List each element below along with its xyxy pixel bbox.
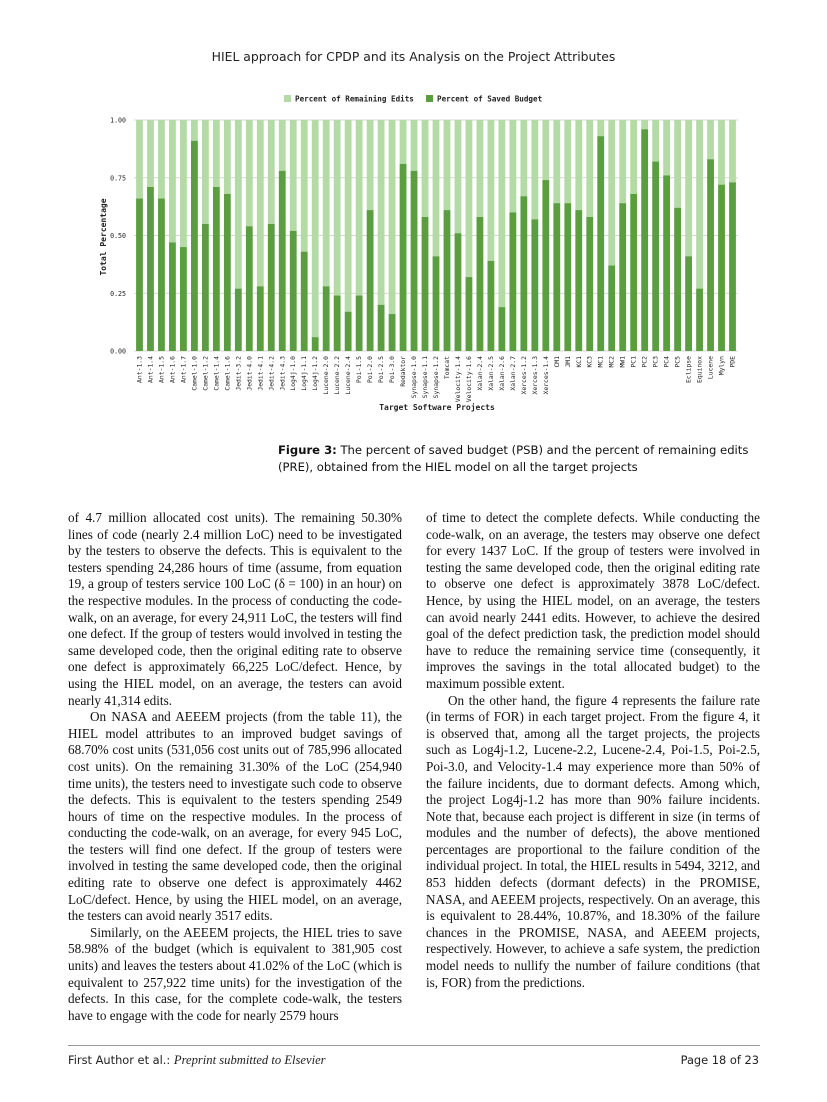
- x-tick-label: Log4j-1.2: [311, 356, 320, 391]
- x-tick-label: Camel-1.6: [223, 356, 232, 391]
- bar-remaining-edits: [411, 120, 418, 171]
- bar-saved-budget: [202, 224, 209, 351]
- x-tick-label: Mylyn: [717, 356, 726, 376]
- bar-remaining-edits: [718, 120, 725, 185]
- bar-saved-budget: [652, 162, 659, 351]
- x-tick-label: Camel-1.0: [190, 356, 199, 391]
- x-tick-label: Camel-1.2: [201, 356, 210, 391]
- x-tick-label: Velocity-1.6: [464, 355, 473, 403]
- x-tick-labels: [135, 356, 736, 402]
- x-tick-label: Xalan-2.6: [497, 355, 506, 391]
- bar-saved-budget: [630, 194, 637, 351]
- bar-saved-budget: [477, 217, 484, 351]
- x-axis-title: Target Software Projects: [379, 403, 495, 412]
- figure-label: Figure 3:: [278, 443, 337, 457]
- x-tick-label: Velocity-1.4: [453, 356, 462, 403]
- bar-saved-budget: [575, 210, 582, 351]
- bar-remaining-edits: [367, 120, 374, 210]
- bar-remaining-edits: [378, 120, 385, 305]
- x-tick-label: Xalan-2.7: [508, 356, 517, 391]
- bar-remaining-edits: [433, 120, 440, 256]
- bar-remaining-edits: [455, 120, 462, 233]
- bar-saved-budget: [718, 185, 725, 351]
- bar-remaining-edits: [202, 120, 209, 224]
- bar-remaining-edits: [477, 120, 484, 217]
- x-tick-label: Log4j-1.1: [300, 356, 309, 391]
- footer-author-text: First Author et al.:: [68, 1053, 174, 1067]
- left-paragraph-1: of 4.7 million allocated cost units). The remaining 50.30% lines of code (nearly 2.4 million LoC) need to be investigated by the testers to observe the defects. This is equivalent to the testers spending 24,286 hours of time (assume, from equation 19, a group of testers service 100 LoC (δ = 100) in an hour) on the respective modules. In the process of conducting the code-walk, on an average, for every 24,911 LoC, the testers will find one defect. If the group of testers would involved in testing the same developed code, then the original editing rate to observe one defect is approximately 66,225 LoC/defect. Hence, by using the HIEL model, on an average, the testers can avoid nearly 41,314 edits.: [68, 510, 402, 708]
- bar-saved-budget: [367, 210, 374, 351]
- bar-saved-budget: [433, 256, 440, 351]
- bar-saved-budget: [147, 187, 154, 351]
- bar-saved-budget: [213, 187, 220, 351]
- bar-saved-budget: [729, 182, 736, 351]
- bar-remaining-edits: [685, 120, 692, 256]
- bar-remaining-edits: [158, 120, 165, 199]
- bar-remaining-edits: [345, 120, 352, 312]
- bar-remaining-edits: [553, 120, 560, 203]
- bar-saved-budget: [509, 212, 516, 351]
- x-tick-label: MC1: [596, 356, 605, 368]
- x-tick-label: Ant-1.4: [146, 356, 155, 383]
- x-tick-label: Poi-2.5: [377, 356, 386, 383]
- bars: [136, 120, 736, 351]
- bar-saved-budget: [663, 175, 670, 351]
- bar-remaining-edits: [466, 120, 473, 277]
- bar-saved-budget: [158, 199, 165, 351]
- x-tick-label: KC3: [585, 356, 594, 368]
- footer-journal: Preprint submitted to Elsevier: [173, 1053, 326, 1067]
- stacked-bar-chart: [0, 0, 827, 430]
- bar-saved-budget: [444, 210, 451, 351]
- bar-saved-budget: [180, 247, 187, 351]
- x-tick-label: PC2: [640, 356, 649, 368]
- x-tick-label: Jedit-4.0: [245, 356, 254, 391]
- bar-remaining-edits: [334, 120, 341, 296]
- bar-remaining-edits: [147, 120, 154, 187]
- bar-saved-budget: [707, 159, 714, 351]
- bar-saved-budget: [301, 252, 308, 351]
- x-tick-label: Poi-2.0: [366, 356, 375, 383]
- bar-remaining-edits: [279, 120, 286, 171]
- x-tick-label: MW1: [618, 356, 627, 368]
- bar-remaining-edits: [586, 120, 593, 217]
- bar-saved-budget: [378, 305, 385, 351]
- bar-remaining-edits: [597, 120, 604, 136]
- bar-remaining-edits: [301, 120, 308, 252]
- bar-remaining-edits: [520, 120, 527, 196]
- x-tick-label: PC5: [673, 356, 682, 368]
- x-tick-label: Tomcat: [442, 356, 451, 380]
- x-tick-label: Xerces-1.2: [519, 356, 528, 395]
- bar-saved-budget: [268, 224, 275, 351]
- bar-remaining-edits: [290, 120, 297, 231]
- bar-saved-budget: [685, 256, 692, 351]
- bar-saved-budget: [488, 261, 495, 351]
- bar-remaining-edits: [542, 120, 549, 180]
- bar-remaining-edits: [641, 120, 648, 129]
- x-tick-label: KC1: [574, 356, 583, 368]
- x-tick-label: Poi-1.5: [355, 356, 364, 383]
- bar-remaining-edits: [180, 120, 187, 247]
- bar-saved-budget: [334, 296, 341, 351]
- x-tick-label: Equinox: [695, 356, 704, 383]
- x-tick-label: PDE: [728, 356, 737, 368]
- x-tick-label: Redaktor: [399, 356, 408, 387]
- bar-remaining-edits: [674, 120, 681, 208]
- bar-remaining-edits: [619, 120, 626, 203]
- footer-rule: [68, 1045, 760, 1046]
- x-tick-label: PC4: [662, 356, 671, 368]
- bar-saved-budget: [312, 337, 319, 351]
- y-tick-label: 0.00: [110, 347, 126, 356]
- x-tick-label: Lucene-2.0: [322, 356, 331, 395]
- bar-saved-budget: [169, 242, 176, 351]
- bar-saved-budget: [422, 217, 429, 351]
- x-tick-label: Synapse-1.1: [421, 356, 430, 399]
- y-tick-label: 1.00: [110, 116, 126, 125]
- bar-saved-budget: [608, 266, 615, 351]
- x-tick-label: Log4j-1.0: [289, 356, 298, 391]
- bar-saved-budget: [696, 289, 703, 351]
- x-tick-label: Poi-3.0: [388, 356, 397, 383]
- x-tick-label: Ant-1.3: [135, 356, 144, 383]
- x-tick-label: Ant-1.6: [168, 356, 177, 383]
- x-tick-label: Jedit-3.2: [234, 356, 243, 391]
- x-tick-label: Xalan-2.5: [486, 355, 495, 391]
- bar-remaining-edits: [663, 120, 670, 175]
- x-tick-label: Lucene-2.4: [344, 356, 353, 395]
- bar-saved-budget: [542, 180, 549, 351]
- bar-saved-budget: [136, 199, 143, 351]
- bar-remaining-edits: [213, 120, 220, 187]
- bar-remaining-edits: [257, 120, 264, 286]
- bar-saved-budget: [400, 164, 407, 351]
- bar-remaining-edits: [444, 120, 451, 210]
- x-tick-label: PC3: [651, 356, 660, 368]
- x-tick-label: Ant-1.5: [157, 356, 166, 383]
- x-tick-label: Jedit-4.1: [256, 356, 265, 391]
- x-tick-label: Jedit-4.2: [267, 356, 276, 391]
- y-tick-label: 0.25: [110, 289, 126, 298]
- bar-saved-budget: [224, 194, 231, 351]
- right-column: [426, 510, 760, 991]
- bar-saved-budget: [498, 307, 505, 351]
- footer-author: [68, 1053, 326, 1068]
- x-tick-label: Lucene-2.2: [333, 356, 342, 395]
- left-column: [68, 510, 402, 1024]
- x-tick-label: Lucene: [706, 356, 715, 380]
- bar-saved-budget: [674, 208, 681, 351]
- bar-saved-budget: [191, 141, 198, 351]
- y-tick-label: 0.50: [110, 232, 126, 240]
- bar-saved-budget: [411, 171, 418, 351]
- figure-caption-text: The percent of saved budget (PSB) and the percent of remaining edits (PRE), obtained from the HIEL model on all the target projects: [278, 443, 749, 474]
- bar-saved-budget: [389, 314, 396, 351]
- x-tick-label: CM1: [552, 356, 561, 368]
- bar-saved-budget: [597, 136, 604, 351]
- footer-page-number: Page 18 of 23: [680, 1053, 759, 1067]
- bar-saved-budget: [279, 171, 286, 351]
- bar-remaining-edits: [608, 120, 615, 266]
- bar-remaining-edits: [707, 120, 714, 159]
- bar-remaining-edits: [400, 120, 407, 164]
- bar-remaining-edits: [422, 120, 429, 217]
- bar-remaining-edits: [246, 120, 253, 226]
- y-tick-label: 0.75: [110, 174, 126, 183]
- bar-saved-budget: [235, 289, 242, 351]
- x-tick-label: Xerces-1.3: [530, 356, 539, 395]
- x-tick-label: Xerces-1.4: [541, 356, 550, 395]
- x-tick-label: Xalan-2.4: [475, 355, 484, 391]
- bar-remaining-edits: [531, 120, 538, 219]
- x-tick-label: Synapse-1.0: [410, 356, 419, 399]
- bar-remaining-edits: [488, 120, 495, 261]
- x-tick-label: MC2: [607, 356, 616, 368]
- bar-remaining-edits: [191, 120, 198, 141]
- bar-saved-budget: [586, 217, 593, 351]
- x-tick-label: Ant-1.7: [179, 356, 188, 383]
- bar-remaining-edits: [696, 120, 703, 289]
- legend-swatch-saved: [426, 95, 433, 102]
- x-tick-label: Synapse-1.2: [432, 356, 440, 399]
- bar-remaining-edits: [389, 120, 396, 314]
- left-paragraph-3: Similarly, on the AEEEM projects, the HIEL tries to save 58.98% of the budget (which is equivalent to 381,905 cost units) and leaves the testers about 41.02% of the LoC (which is equivalent to 257,922 time units) for the investigation of the defects. In this case, for the complete code-walk, the testers have to engage with the code for nearly 2579 hours: [68, 924, 403, 1023]
- bar-remaining-edits: [323, 120, 330, 286]
- bar-remaining-edits: [575, 120, 582, 210]
- bar-saved-budget: [520, 196, 527, 351]
- legend-label-saved: Percent of Saved Budget: [437, 94, 543, 104]
- bar-saved-budget: [466, 277, 473, 351]
- bar-saved-budget: [246, 226, 253, 351]
- bar-saved-budget: [553, 203, 560, 351]
- right-paragraph-1: of time to detect the complete defects. While conducting the code-walk, on an average, the testers may observe one defect for every 1437 LoC. If the group of testers were involved in testing the same developed code, then the original editing rate to observe one defect is approximately 3878 LoC/defect. Hence, by using the HIEL model, on an average, the testers can avoid nearly 2441 edits. However, to achieve the desired goal of the defect prediction task, the prediction model should have to reduce the remaining service time (consequently, it improves the savings in the total allocated budget) to the maximum possible extent.: [426, 510, 760, 691]
- right-paragraph-2: On the other hand, the figure 4 represents the failure rate (in terms of FOR) in each target project. From the figure 4, it is observed that, among all the target projects, the projects such as Log4j-1.2, Lucene-2.2, Lucene-2.4, Poi-1.5, Poi-2.5, Poi-3.0, and Velocity-1.4 may experience more than 50% of the failure incidents, due to dormant defects. Among which, the project Log4j-1.2 has more than 90% failure incidents. Note that, because each project is different in size (in terms of modules and the number of defects), the above mentioned percentages are proportional to the failure condition of the individual project. In total, the HIEL results in 5494, 3212, and 853 hidden defects (dormant defects) in the PROMISE, NASA, and AEEEM projects, respectively. On an average, this is equivalent to 28.44%, 10.87%, and 18.30% of the failure chances in the PROMISE, NASA, and AEEEM projects, respectively. However, to achieve a safe system, the prediction model needs to nullify the number of failure conditions (that is, FOR) from the predictions.: [426, 692, 760, 990]
- x-tick-label: Camel-1.4: [212, 356, 221, 391]
- bar-remaining-edits: [356, 120, 363, 296]
- bar-remaining-edits: [169, 120, 176, 242]
- bar-remaining-edits: [224, 120, 231, 194]
- bar-saved-budget: [564, 203, 571, 351]
- x-tick-label: Jedit-4.3: [278, 356, 287, 391]
- x-tick-label: Eclipse: [684, 356, 693, 383]
- bar-saved-budget: [257, 286, 264, 351]
- bar-remaining-edits: [268, 120, 275, 224]
- bar-remaining-edits: [136, 120, 143, 199]
- bar-remaining-edits: [729, 120, 736, 182]
- left-paragraph-2: On NASA and AEEEM projects (from the table 11), the HIEL model attributes to an improved budget savings of 68.70% cost units (531,056 cost units out of 785,996 allocated cost units). On the remaining 31.30% of the LoC (254,940 time units), the testers need to investigate such code to observe the defects. This is equivalent to the testers spending 2549 hours of time on the respective modules. In the process of conducting the code-walk, on an average, for every 945 LoC, the testers will find one defect. If the group of testers were involved in testing the same developed code, then the original editing rate to observe one defect is approximately 4462 LoC/defect. Hence, by using the HIEL model, on an average, the testers can avoid nearly 3517 edits.: [68, 709, 402, 924]
- bar-remaining-edits: [498, 120, 505, 307]
- bar-saved-budget: [531, 219, 538, 351]
- y-tick-labels: [110, 117, 126, 356]
- bar-remaining-edits: [652, 120, 659, 162]
- running-header: HIEL approach for CPDP and its Analysis on the Project Attributes: [211, 49, 616, 64]
- bar-saved-budget: [619, 203, 626, 351]
- y-axis-title: Total Percentage: [99, 198, 108, 276]
- bar-saved-budget: [356, 296, 363, 351]
- bar-remaining-edits: [630, 120, 637, 194]
- figure-caption: [278, 442, 762, 476]
- bar-remaining-edits: [235, 120, 242, 289]
- bar-saved-budget: [323, 286, 330, 351]
- legend-label-remaining: Percent of Remaining Edits: [295, 94, 414, 104]
- bar-remaining-edits: [509, 120, 516, 212]
- legend-swatch-remaining: [284, 95, 291, 102]
- bar-saved-budget: [641, 129, 648, 351]
- bar-saved-budget: [290, 231, 297, 351]
- x-tick-label: PC1: [629, 356, 638, 368]
- bar-remaining-edits: [312, 120, 319, 337]
- legend: [284, 95, 542, 104]
- bar-saved-budget: [455, 233, 462, 351]
- bar-remaining-edits: [564, 120, 571, 203]
- bar-saved-budget: [345, 312, 352, 351]
- x-tick-label: JM1: [563, 356, 572, 368]
